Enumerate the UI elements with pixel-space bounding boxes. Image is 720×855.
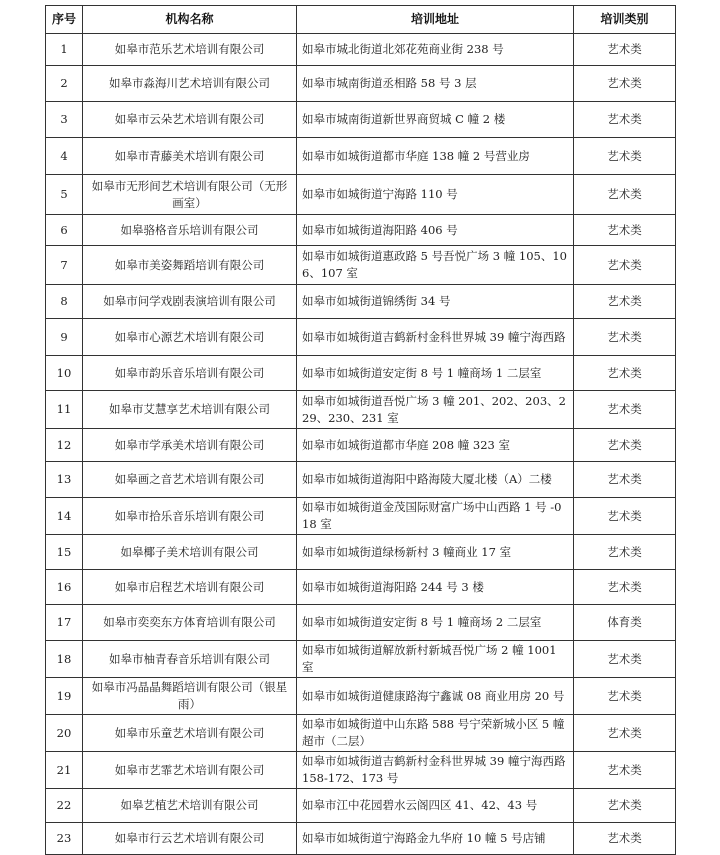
table-row — [46, 215, 676, 246]
table-row — [46, 570, 676, 605]
institution-name: 如皋市韵乐音乐培训有限公司 — [83, 356, 297, 391]
table-row — [46, 175, 676, 215]
training-category: 艺术类 — [574, 391, 676, 429]
row-number: 10 — [46, 356, 83, 391]
row-number: 3 — [46, 102, 83, 138]
training-category: 艺术类 — [574, 102, 676, 138]
row-number: 18 — [46, 641, 83, 678]
training-address: 如皋市如城街道解放新村新城吾悦广场 2 幢 1001 室 — [297, 641, 574, 678]
training-address: 如皋市如城街道惠政路 5 号吾悦广场 3 幢 105、106、107 室 — [297, 246, 574, 285]
training-category: 艺术类 — [574, 319, 676, 356]
training-address: 如皋市如城街道金茂国际财富广场中山西路 1 号 -018 室 — [297, 498, 574, 535]
table-row — [46, 66, 676, 102]
header-row — [46, 6, 676, 34]
training-category: 艺术类 — [574, 215, 676, 246]
training-address: 如皋市城南街道新世界商贸城 C 幢 2 楼 — [297, 102, 574, 138]
row-number: 1 — [46, 34, 83, 66]
training-address: 如皋市如城街道宁海路 110 号 — [297, 175, 574, 215]
table-row — [46, 138, 676, 175]
row-number: 11 — [46, 391, 83, 429]
table-body — [46, 34, 676, 855]
table-row — [46, 823, 676, 855]
table-row — [46, 715, 676, 752]
institution-name: 如皋市无形间艺术培训有限公司（无形画室） — [83, 175, 297, 215]
header-category: 培训类别 — [574, 6, 676, 34]
institution-name: 如皋市艾慧享艺术培训有限公司 — [83, 391, 297, 429]
training-category: 艺术类 — [574, 429, 676, 462]
institution-name: 如皋市淼海川艺术培训有限公司 — [83, 66, 297, 102]
training-category: 艺术类 — [574, 285, 676, 319]
training-category: 艺术类 — [574, 535, 676, 570]
row-number: 9 — [46, 319, 83, 356]
row-number: 22 — [46, 789, 83, 823]
training-address: 如皋市如城街道安定街 8 号 1 幢商场 1 二层室 — [297, 356, 574, 391]
training-address: 如皋市如城街道绿杨新村 3 幢商业 17 室 — [297, 535, 574, 570]
training-category: 艺术类 — [574, 34, 676, 66]
table-row — [46, 535, 676, 570]
table-row — [46, 462, 676, 498]
table-row — [46, 641, 676, 678]
institution-name: 如皋椰子美术培训有限公司 — [83, 535, 297, 570]
institution-name: 如皋画之音艺术培训有限公司 — [83, 462, 297, 498]
institution-name: 如皋艺植艺术培训有限公司 — [83, 789, 297, 823]
training-category: 艺术类 — [574, 498, 676, 535]
institution-name: 如皋市云朵艺术培训有限公司 — [83, 102, 297, 138]
institution-name: 如皋市乐童艺术培训有限公司 — [83, 715, 297, 752]
training-address: 如皋市江中花园碧水云阁四区 41、42、43 号 — [297, 789, 574, 823]
institution-name: 如皋市心源艺术培训有限公司 — [83, 319, 297, 356]
training-address: 如皋市如城街道都市华庭 138 幢 2 号营业房 — [297, 138, 574, 175]
header-name: 机构名称 — [83, 6, 297, 34]
row-number: 12 — [46, 429, 83, 462]
training-address: 如皋市如城街道宁海路金九华府 10 幢 5 号店铺 — [297, 823, 574, 855]
institution-name: 如皋市问学戏剧表演培训有限公司 — [83, 285, 297, 319]
row-number: 8 — [46, 285, 83, 319]
table-row — [46, 356, 676, 391]
institution-name: 如皋市艺霏艺术培训有限公司 — [83, 752, 297, 789]
institution-name: 如皋市学承美术培训有限公司 — [83, 429, 297, 462]
training-category: 艺术类 — [574, 752, 676, 789]
row-number: 17 — [46, 605, 83, 641]
table-row — [46, 429, 676, 462]
row-number: 7 — [46, 246, 83, 285]
training-category: 艺术类 — [574, 789, 676, 823]
row-number: 15 — [46, 535, 83, 570]
table-row — [46, 319, 676, 356]
row-number: 5 — [46, 175, 83, 215]
row-number: 13 — [46, 462, 83, 498]
training-address: 如皋市如城街道中山东路 588 号宁荣新城小区 5 幢超市（二层） — [297, 715, 574, 752]
row-number: 23 — [46, 823, 83, 855]
institution-name: 如皋市柚青春音乐培训有限公司 — [83, 641, 297, 678]
training-category: 艺术类 — [574, 138, 676, 175]
training-category: 艺术类 — [574, 570, 676, 605]
training-category: 艺术类 — [574, 715, 676, 752]
table-row — [46, 752, 676, 789]
training-category: 艺术类 — [574, 462, 676, 498]
institution-name: 如皋市美姿舞蹈培训有限公司 — [83, 246, 297, 285]
institution-table — [45, 5, 676, 855]
institution-name: 如皋市启程艺术培训有限公司 — [83, 570, 297, 605]
training-category: 艺术类 — [574, 66, 676, 102]
training-category: 艺术类 — [574, 678, 676, 715]
row-number: 19 — [46, 678, 83, 715]
institution-name: 如皋市范乐艺术培训有限公司 — [83, 34, 297, 66]
training-category: 体育类 — [574, 605, 676, 641]
table-row — [46, 34, 676, 66]
training-address: 如皋市如城街道吉鹤新村金科世界城 39 幢宁海西路 158-172、173 号 — [297, 752, 574, 789]
table-row — [46, 285, 676, 319]
training-address: 如皋市城南街道丞相路 58 号 3 层 — [297, 66, 574, 102]
training-category: 艺术类 — [574, 641, 676, 678]
row-number: 21 — [46, 752, 83, 789]
table-row — [46, 789, 676, 823]
table-row — [46, 498, 676, 535]
table-row — [46, 391, 676, 429]
training-address: 如皋市如城街道吉鹤新村金科世界城 39 幢宁海西路 — [297, 319, 574, 356]
table-row — [46, 605, 676, 641]
row-number: 2 — [46, 66, 83, 102]
header-address: 培训地址 — [297, 6, 574, 34]
row-number: 6 — [46, 215, 83, 246]
row-number: 16 — [46, 570, 83, 605]
table-row — [46, 102, 676, 138]
training-address: 如皋市如城街道海阳路 244 号 3 楼 — [297, 570, 574, 605]
row-number: 20 — [46, 715, 83, 752]
training-address: 如皋市如城街道都市华庭 208 幢 323 室 — [297, 429, 574, 462]
training-address: 如皋市如城街道海阳路 406 号 — [297, 215, 574, 246]
training-address: 如皋市如城街道锦绣街 34 号 — [297, 285, 574, 319]
training-category: 艺术类 — [574, 246, 676, 285]
training-address: 如皋市城北街道北郊花苑商业街 238 号 — [297, 34, 574, 66]
table-row — [46, 246, 676, 285]
header-no: 序号 — [46, 6, 83, 34]
training-address: 如皋市如城街道吾悦广场 3 幢 201、202、203、229、230、231 室 — [297, 391, 574, 429]
institution-name: 如皋市奕奕东方体育培训有限公司 — [83, 605, 297, 641]
institution-name: 如皋市拾乐音乐培训有限公司 — [83, 498, 297, 535]
institution-name: 如皋骆格音乐培训有限公司 — [83, 215, 297, 246]
training-category: 艺术类 — [574, 823, 676, 855]
table-row — [46, 678, 676, 715]
institution-name: 如皋市青藤美术培训有限公司 — [83, 138, 297, 175]
row-number: 4 — [46, 138, 83, 175]
row-number: 14 — [46, 498, 83, 535]
institution-name: 如皋市冯晶晶舞蹈培训有限公司（银星雨） — [83, 678, 297, 715]
training-category: 艺术类 — [574, 356, 676, 391]
institution-name: 如皋市行云艺术培训有限公司 — [83, 823, 297, 855]
training-address: 如皋市如城街道海阳中路海陵大厦北楼（A）二楼 — [297, 462, 574, 498]
training-category: 艺术类 — [574, 175, 676, 215]
training-address: 如皋市如城街道安定街 8 号 1 幢商场 2 二层室 — [297, 605, 574, 641]
training-address: 如皋市如城街道健康路海宁鑫诚 08 商业用房 20 号 — [297, 678, 574, 715]
